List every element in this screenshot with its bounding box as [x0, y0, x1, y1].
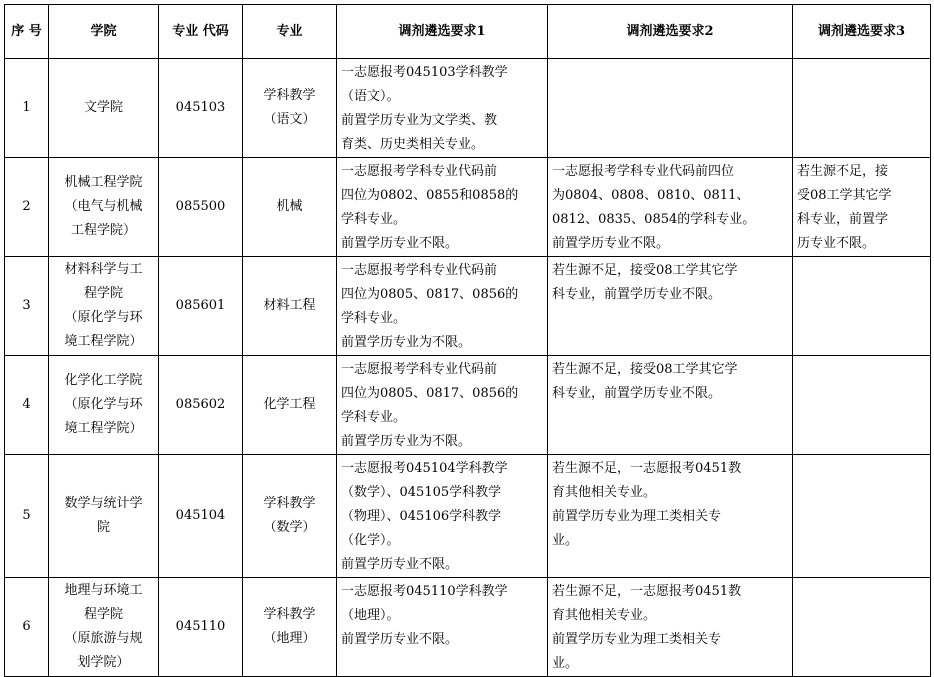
cell-seq — [5, 257, 49, 356]
cell-college-line: 文学院 — [83, 100, 123, 115]
cell-req1-line: 前置学历专业不限。 — [341, 632, 459, 647]
cell-req1-line: 前置学历专业不限。 — [341, 557, 459, 572]
cell-code-line: 085500 — [175, 199, 226, 214]
cell-req1-line: 育类、历史类相关专业。 — [341, 137, 485, 152]
cell-req1 — [337, 455, 548, 578]
cell-req3 — [793, 578, 931, 677]
cell-req2-line: 0812、0835、0854的学科专业。 — [552, 212, 756, 227]
cell-seq-line: 6 — [22, 619, 31, 634]
cell-req3-line: 若生源不足，接 — [797, 164, 889, 179]
cell-college-line: 境工程学院） — [64, 421, 143, 436]
cell-req2-line: 育其他相关专业。 — [552, 485, 657, 500]
cell-major — [243, 59, 337, 158]
cell-seq-line: 4 — [22, 397, 31, 412]
cell-req1-line: 一志愿报考学科专业代码前 — [341, 164, 498, 179]
cell-code — [159, 356, 243, 455]
cell-req1 — [337, 356, 548, 455]
cell-req1-line: 一志愿报考学科专业代码前 — [341, 362, 498, 377]
cell-req3 — [793, 158, 931, 257]
cell-req3-line: 历专业不限。 — [797, 236, 876, 251]
cell-college-line: 机械工程学院 — [64, 175, 143, 190]
cell-req2-line: 若生源不足，接受08工学其它学 — [552, 362, 738, 377]
cell-college — [49, 59, 159, 158]
cell-req2-line: 前置学历专业不限。 — [552, 236, 670, 251]
cell-major-line: 学科教学 — [263, 607, 316, 622]
cell-major-line: （地理） — [263, 631, 316, 646]
cell-major — [243, 578, 337, 677]
cell-seq-line: 5 — [22, 508, 31, 523]
cell-seq — [5, 455, 49, 578]
cell-req1-line: （语文）。 — [341, 89, 400, 104]
cell-major-line: 机械 — [276, 199, 303, 214]
cell-req3 — [793, 455, 931, 578]
cell-req2-line: 若生源不足，一志愿报考0451教 — [552, 584, 742, 599]
cell-major — [243, 356, 337, 455]
cell-seq-line: 3 — [22, 298, 31, 313]
cell-seq — [5, 59, 49, 158]
header-req2: 调剂遴选要求2 — [548, 5, 793, 59]
cell-college-line: 程学院 — [83, 607, 123, 622]
table-row — [5, 455, 931, 578]
cell-major-line: 学科教学 — [263, 88, 316, 103]
cell-req1 — [337, 158, 548, 257]
cell-college-line: 化学化工学院 — [64, 373, 143, 388]
cell-req1-line: 一志愿报考045110学科教学 — [341, 584, 508, 599]
cell-college-line: 工程学院） — [70, 223, 136, 238]
cell-college-line: 院 — [96, 520, 110, 535]
cell-req1-line: （物理）、045106学科教学 — [341, 509, 502, 524]
cell-seq — [5, 356, 49, 455]
cell-req1 — [337, 578, 548, 677]
cell-major-line: 材料工程 — [263, 298, 316, 313]
cell-college-line: 程学院 — [83, 286, 123, 301]
header-row — [5, 5, 931, 59]
cell-req1-line: 学科专业。 — [341, 212, 407, 227]
cell-req1-line: 四位为0805、0817、0856的 — [341, 386, 519, 401]
cell-college — [49, 356, 159, 455]
cell-code — [159, 578, 243, 677]
cell-code-line: 085602 — [175, 397, 226, 412]
cell-seq — [5, 158, 49, 257]
cell-req2 — [548, 578, 793, 677]
cell-major — [243, 455, 337, 578]
cell-req2-line: 为0804、0808、0810、0811、 — [552, 188, 750, 203]
cell-req2-line: 业。 — [552, 656, 579, 671]
cell-code — [159, 59, 243, 158]
cell-major-line: 学科教学 — [263, 496, 316, 511]
cell-req2-line: 一志愿报考学科专业代码前四位 — [552, 164, 735, 179]
cell-major — [243, 257, 337, 356]
cell-req2-line: 业。 — [552, 533, 579, 548]
cell-req1-line: 前置学历专业为文学类、教 — [341, 113, 498, 128]
cell-code-line: 045104 — [175, 508, 226, 523]
cell-college — [49, 158, 159, 257]
admission-table — [4, 4, 931, 677]
cell-req2-line: 科专业，前置学历专业不限。 — [552, 287, 722, 302]
cell-req1 — [337, 59, 548, 158]
cell-req1-line: 学科专业。 — [341, 410, 407, 425]
cell-college-line: （原化学与环 — [64, 397, 143, 412]
cell-req3-line: 受08工学其它学 — [797, 188, 892, 203]
cell-code-line: 045103 — [175, 100, 226, 115]
cell-req2 — [548, 257, 793, 356]
cell-req2 — [548, 158, 793, 257]
cell-college — [49, 455, 159, 578]
cell-major-line: （语文） — [263, 112, 316, 127]
header-major: 专业 — [243, 5, 337, 59]
header-seq: 序 号 — [5, 5, 49, 59]
cell-req1-line: 前置学历专业为不限。 — [341, 335, 472, 350]
cell-req3-line: 科专业，前置学 — [797, 212, 889, 227]
cell-college-line: 地理与环境工 — [64, 583, 143, 598]
cell-req2-line: 育其他相关专业。 — [552, 608, 657, 623]
cell-college-line: 材料科学与工 — [64, 262, 143, 277]
cell-major — [243, 158, 337, 257]
cell-code — [159, 158, 243, 257]
cell-major-line: 化学工程 — [263, 397, 316, 412]
cell-req1-line: 前置学历专业为不限。 — [341, 434, 472, 449]
cell-code — [159, 257, 243, 356]
header-college: 学院 — [49, 5, 159, 59]
cell-seq-line: 2 — [22, 199, 31, 214]
cell-college — [49, 578, 159, 677]
cell-college-line: 境工程学院） — [64, 334, 143, 349]
cell-req3 — [793, 356, 931, 455]
cell-req1-line: 四位为0802、0855和0858的 — [341, 188, 519, 203]
cell-college-line: （电气与机械 — [64, 199, 143, 214]
cell-req3 — [793, 257, 931, 356]
cell-req2-line: 若生源不足，接受08工学其它学 — [552, 263, 738, 278]
cell-code-line: 085601 — [175, 298, 226, 313]
cell-req2-line: 若生源不足，一志愿报考0451教 — [552, 461, 742, 476]
header-req3: 调剂遴选要求3 — [793, 5, 931, 59]
cell-req2-line: 前置学历专业为理工类相关专 — [552, 632, 722, 647]
table-row — [5, 257, 931, 356]
cell-code — [159, 455, 243, 578]
cell-req1-line: 一志愿报考045103学科教学 — [341, 65, 508, 80]
cell-req2 — [548, 455, 793, 578]
cell-req1-line: 前置学历专业不限。 — [341, 236, 459, 251]
cell-code-line: 045110 — [175, 619, 226, 634]
cell-college-line: （原旅游与规 — [64, 631, 143, 646]
cell-college-line: （原化学与环 — [64, 310, 143, 325]
cell-req1-line: （化学）。 — [341, 533, 400, 548]
cell-req1 — [337, 257, 548, 356]
table-row — [5, 59, 931, 158]
cell-college — [49, 257, 159, 356]
header-code: 专业 代码 — [159, 5, 243, 59]
cell-seq-line: 1 — [22, 100, 31, 115]
cell-req2 — [548, 59, 793, 158]
cell-req3 — [793, 59, 931, 158]
header-req1: 调剂遴选要求1 — [337, 5, 548, 59]
cell-req1-line: 一志愿报考学科专业代码前 — [341, 263, 498, 278]
cell-req2 — [548, 356, 793, 455]
cell-college-line: 数学与统计学 — [64, 496, 143, 511]
table-row — [5, 578, 931, 677]
cell-major-line: （数学） — [263, 520, 316, 535]
cell-req1-line: （数学）、045105学科教学 — [341, 485, 502, 500]
cell-req1-line: （地理）。 — [341, 608, 400, 623]
cell-req1-line: 四位为0805、0817、0856的 — [341, 287, 519, 302]
cell-req2-line: 前置学历专业为理工类相关专 — [552, 509, 722, 524]
cell-seq — [5, 578, 49, 677]
cell-req2-line: 科专业，前置学历专业不限。 — [552, 386, 722, 401]
cell-req1-line: 学科专业。 — [341, 311, 407, 326]
cell-req1-line: 一志愿报考045104学科教学 — [341, 461, 508, 476]
table-row — [5, 158, 931, 257]
table-row — [5, 356, 931, 455]
cell-college-line: 划学院） — [77, 655, 130, 670]
